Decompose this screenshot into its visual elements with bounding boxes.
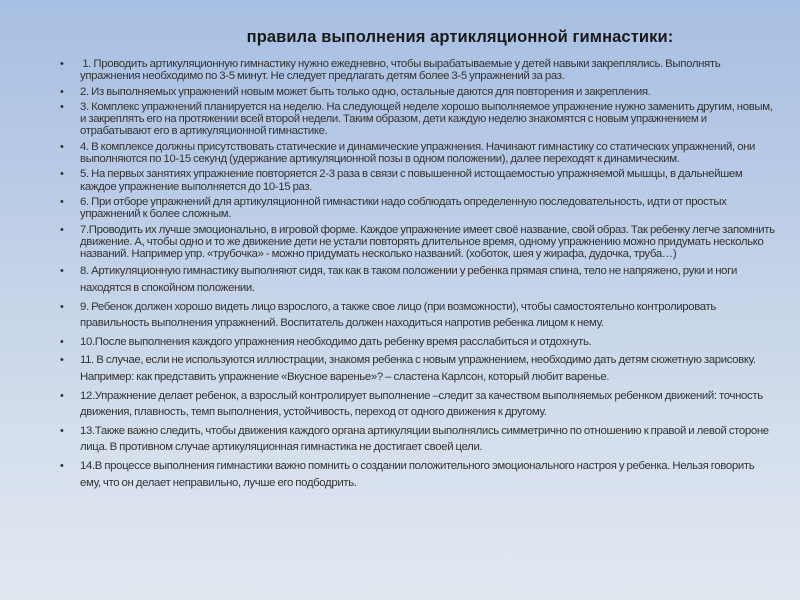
list-item bbox=[60, 141, 775, 166]
slide-title: правила выполнения артикляционной гимнастики: bbox=[246, 28, 674, 46]
list-item bbox=[60, 58, 775, 83]
list-item bbox=[60, 168, 775, 193]
list-item-text: 3. Комплекс упражнений планируется на неделю. На следующей неделе хорошо выполняемое упражнение нужно заменить другим, новым, и закреплять его на протяжении всей второй недели. Таким образом, дети каждую неделю знакомятся с новым упражнением и отрабатывают его в артикуляционной гимнастике. bbox=[80, 100, 773, 138]
bullet-icon: • bbox=[60, 265, 64, 278]
list-item bbox=[60, 196, 775, 221]
list-item bbox=[60, 352, 775, 385]
list-item bbox=[60, 263, 775, 296]
list-item bbox=[60, 101, 775, 138]
list-item bbox=[60, 299, 775, 332]
rules-list bbox=[60, 58, 775, 493]
bullet-icon: • bbox=[60, 389, 64, 402]
list-item bbox=[60, 334, 775, 351]
list-item-text: 6. При отборе упражнений для артикуляционной гимнастики надо соблюдать определенную последовательность, идти от простых упражнений к более сложным. bbox=[80, 195, 727, 221]
list-item-text: 4. В комплексе должны присутствовать статические и динамические упражнения. Начинают гимнастику со статических упражнений, они выполняются по 10-15 секунд (удержание артикуляционной позы в одном положении), далее переходят к динамическим. bbox=[80, 140, 756, 166]
list-item bbox=[60, 388, 775, 421]
bullet-icon: • bbox=[60, 58, 64, 70]
bullet-icon: • bbox=[60, 140, 64, 153]
list-item bbox=[60, 423, 775, 456]
bullet-icon: • bbox=[60, 335, 64, 348]
bullet-icon: • bbox=[60, 223, 64, 236]
bullet-icon: • bbox=[60, 300, 64, 313]
list-item-text: 11. В случае, если не используются иллюстрации, знакомя ребенка с новым упражнением, необходимо дать детям сюжетную зарисовку. Например: как представить упражнение «Вкусное варенье»? – сластена Карлсон, который любит варенье. bbox=[80, 354, 756, 384]
list-item-text: 9. Ребенок должен хорошо видеть лицо взрослого, а также свое лицо (при возможности), чтобы самостоятельно контролировать правильность выполнения упражнений. Воспитатель должен находиться напротив ребенка лицом к нему. bbox=[80, 300, 716, 330]
bullet-icon: • bbox=[60, 459, 64, 472]
list-item-text: 7.Проводить их лучше эмоционально, в игровой форме. Каждое упражнение имеет своё название, свой образ. Так ребенку легче запомнить движение. А, чтобы одно и то же движение дети не устали повторять длительное время, одному упражнению можно придумать несколько названий. Например упр. «трубочка» - можно придумать несколько названий. (хоботок, шея у жирафа, дудочка, труба…) bbox=[80, 223, 775, 261]
bullet-icon: • bbox=[60, 424, 64, 437]
list-item-text: 8. Артикуляционную гимнастику выполняют сидя, так как в таком положении у ребенка прямая спина, тело не напряжено, руки и ноги находятся в спокойном положении. bbox=[80, 265, 737, 295]
bullet-icon: • bbox=[60, 354, 64, 367]
bullet-icon: • bbox=[60, 85, 64, 98]
bullet-icon: • bbox=[60, 168, 64, 181]
list-item-text: 5. На первых занятиях упражнение повторяется 2-3 раза в связи с повышенной истощаемостью упражняемой мышцы, в дальнейшем каждое упражнение выполняется до 10-15 раз. bbox=[80, 168, 743, 193]
list-item-text: 10.После выполнения каждого упражнения необходимо дать ребенку время расслабиться и отдохнуть. bbox=[80, 335, 592, 348]
list-item bbox=[60, 458, 775, 491]
list-item-text: 12.Упражнение делает ребенок, а взрослый контролирует выполнение –следит за качеством выполняемых ребенком движений: точность движения, плавность, темп выполнения, устойчивость, переход от одного движения к другому. bbox=[80, 389, 763, 419]
bullet-icon: • bbox=[60, 100, 64, 113]
list-item-text: 14.В процессе выполнения гимнастики важно помнить о создании положительного эмоционального настроя у ребенка. Нельзя говорить ему, что он делает неправильно, лучше его подбодрить. bbox=[80, 459, 755, 489]
list-item-text: 1. Проводить артикуляционную гимнастику нужно ежедневно, чтобы вырабатываемые у детей навыки закреплялись. Выполнять упражнения необходимо по 3-5 минут. Не следует предлагать детям более 3-5 упражнений за раз. bbox=[80, 58, 721, 83]
list-item bbox=[60, 224, 775, 261]
list-item-text: 2. Из выполняемых упражнений новым может быть только одно, остальные даются для повторения и закрепления. bbox=[80, 85, 651, 98]
list-item bbox=[60, 86, 775, 98]
bullet-icon: • bbox=[60, 195, 64, 208]
list-item-text: 13.Также важно следить, чтобы движения каждого органа артикуляции выполнялись симметрично по отношению к правой и левой стороне лица. В противном случае артикуляционная гимнастика не достигает своей цели. bbox=[80, 424, 769, 454]
